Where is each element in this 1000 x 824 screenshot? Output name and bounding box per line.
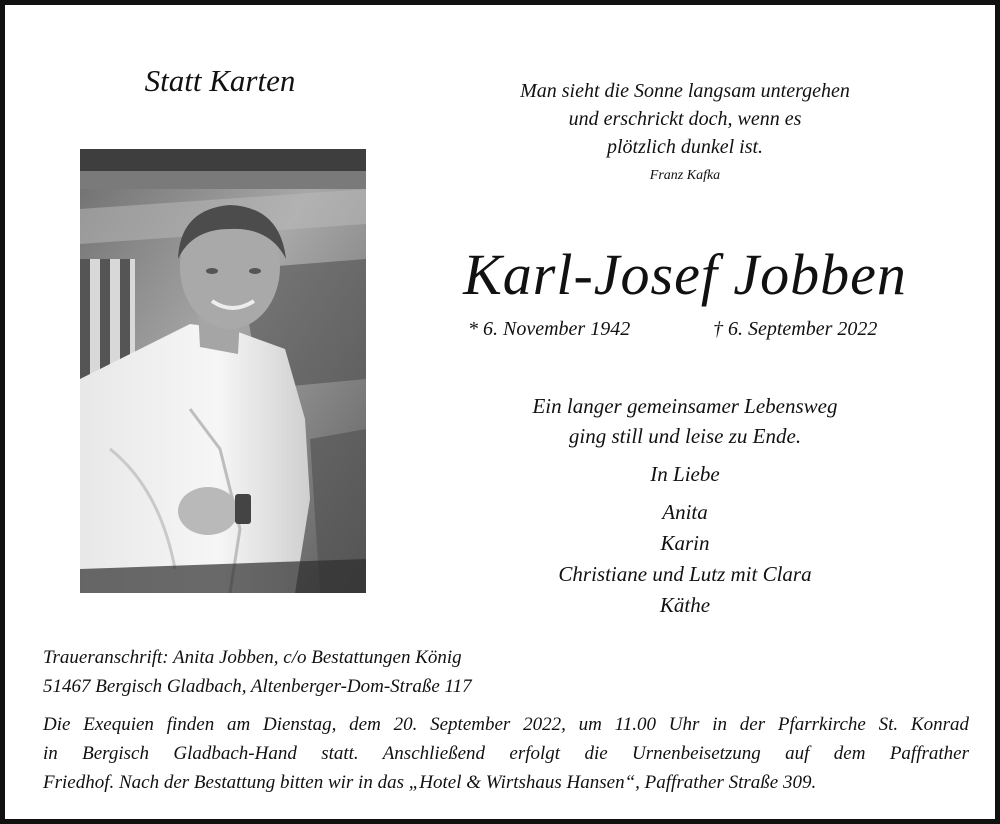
motto-text: [475, 391, 895, 451]
quote-line: und erschrickt doch, wenn es: [568, 108, 802, 130]
mourner-name: Christiane und Lutz mit Clara: [558, 562, 812, 586]
birth-date: * 6. November 1942: [468, 318, 631, 340]
mourners-list: [475, 497, 895, 621]
deceased-name: Karl-Josef Jobben: [463, 242, 907, 307]
funeral-details-line: Die Exequien finden am Dienstag, dem 20. September 2022, um 11.00 Uhr in der Pfarrkirche St. Konrad: [43, 714, 969, 735]
funeral-details-line: Friedhof. Nach der Bestattung bitten wir in das „Hotel & Wirtshaus Hansen“, Paffrather Straße 309.: [43, 772, 817, 793]
motto-line: ging still und leise zu Ende.: [568, 424, 802, 448]
closing-phrase: In Liebe: [650, 462, 720, 486]
mourner-name: Anita: [662, 500, 708, 524]
funeral-details-line: in Bergisch Gladbach-Hand statt. Anschließend erfolgt die Urnenbeisetzung auf dem Paffrather: [43, 743, 969, 764]
death-date: † 6. September 2022: [713, 318, 878, 340]
address-line: Traueranschrift: Anita Jobben, c/o Bestattungen König: [43, 647, 462, 668]
quote-line: plötzlich dunkel ist.: [606, 136, 764, 158]
poem-quote: [475, 77, 895, 161]
quote-line: Man sieht die Sonne langsam untergehen: [520, 80, 850, 102]
portrait-photo: [80, 149, 366, 593]
address-line: 51467 Bergisch Gladbach, Altenberger-Dom-Straße 117: [43, 676, 472, 697]
statt-karten-heading: Statt Karten: [144, 63, 296, 98]
mourning-address: [43, 643, 603, 701]
motto-line: Ein langer gemeinsamer Lebensweg: [532, 394, 838, 418]
funeral-details: [43, 710, 969, 797]
mourner-name: Karin: [660, 531, 710, 555]
mourner-name: Käthe: [659, 593, 711, 617]
quote-author: Franz Kafka: [649, 168, 721, 183]
